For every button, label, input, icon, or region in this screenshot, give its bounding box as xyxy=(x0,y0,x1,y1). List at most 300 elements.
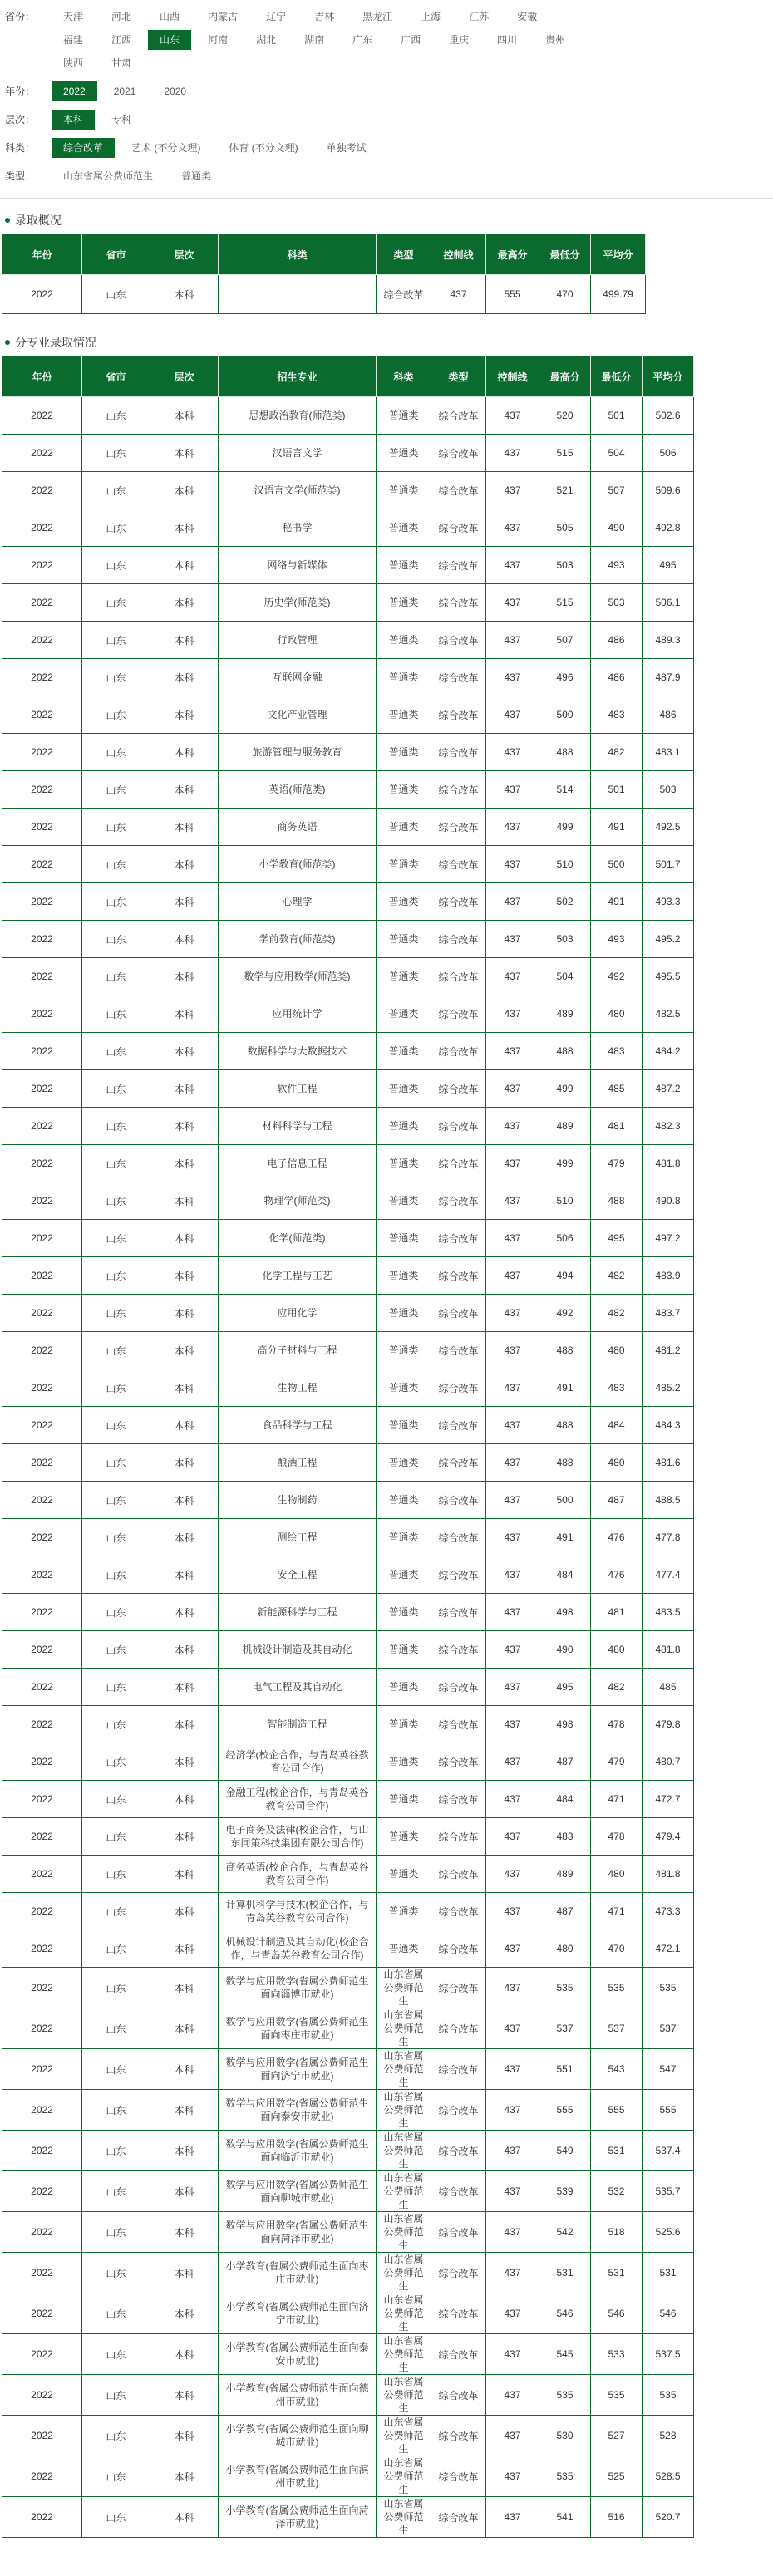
province-option[interactable]: 湖北 xyxy=(256,34,277,46)
table-cell: 山东 xyxy=(82,1033,150,1070)
table-cell: 2022 xyxy=(2,1295,82,1332)
table-cell: 山东 xyxy=(82,883,150,921)
table-cell: 本科 xyxy=(150,1669,219,1706)
table-row xyxy=(2,1444,694,1482)
table-cell: 437 xyxy=(486,1818,539,1856)
table-cell: 综合改革 xyxy=(431,2293,486,2334)
table-cell: 本科 xyxy=(150,995,219,1033)
table-cell: 本科 xyxy=(150,1407,219,1444)
table-cell: 483.9 xyxy=(643,1257,694,1295)
table-cell: 546 xyxy=(539,2293,591,2334)
table-cell: 2022 xyxy=(2,1893,82,1930)
table-cell: 山东 xyxy=(82,1295,150,1332)
table-cell: 2022 xyxy=(2,1968,82,2008)
level-option[interactable]: 专科 xyxy=(111,114,132,125)
majors-column-header: 科类 xyxy=(377,356,431,397)
table-cell: 综合改革 xyxy=(431,1220,486,1257)
summary-column-header: 层次 xyxy=(150,234,219,275)
table-cell: 485.2 xyxy=(643,1369,694,1407)
majors-column-header: 年份 xyxy=(2,356,82,397)
table-cell: 山东省属公费师范生 xyxy=(377,2171,431,2212)
table-cell: 山东 xyxy=(82,1444,150,1482)
table-cell: 综合改革 xyxy=(377,275,431,314)
table-cell: 493.3 xyxy=(643,883,694,921)
province-option[interactable]: 吉林 xyxy=(314,11,335,22)
table-cell: 普通类 xyxy=(377,995,431,1033)
table-cell: 516 xyxy=(591,2497,643,2538)
province-option[interactable]: 山西 xyxy=(160,11,180,22)
major-name-cell: 高分子材料与工程 xyxy=(219,1332,377,1369)
table-cell: 506 xyxy=(539,1220,591,1257)
table-cell: 本科 xyxy=(150,1257,219,1295)
table-cell: 山东 xyxy=(82,1182,150,1220)
summary-column-header: 平均分 xyxy=(591,234,646,275)
table-cell: 507 xyxy=(591,472,643,509)
table-row xyxy=(2,1407,694,1444)
table-cell: 2022 xyxy=(2,2497,82,2538)
table-row xyxy=(2,1818,694,1856)
table-cell: 综合改革 xyxy=(431,2375,486,2416)
table-cell: 502.6 xyxy=(643,397,694,435)
table-cell: 500 xyxy=(539,696,591,734)
table-row xyxy=(2,1108,694,1145)
table-cell: 486 xyxy=(591,622,643,659)
level-filter-row xyxy=(3,110,770,133)
majors-section-title xyxy=(0,329,773,356)
table-cell: 山东 xyxy=(82,2131,150,2171)
table-row xyxy=(2,1743,694,1781)
table-cell: 山东 xyxy=(82,1369,150,1407)
table-cell: 综合改革 xyxy=(431,1669,486,1706)
major-name-cell: 数学与应用数学(省属公费师范生面向临沂市就业) xyxy=(219,2131,377,2171)
table-row xyxy=(2,2375,694,2416)
table-cell: 山东 xyxy=(82,2049,150,2090)
table-cell: 437 xyxy=(486,2375,539,2416)
table-cell: 山东 xyxy=(82,659,150,696)
table-cell: 综合改革 xyxy=(431,1332,486,1369)
table-row xyxy=(2,1145,694,1182)
table-cell: 本科 xyxy=(150,2171,219,2212)
major-name-cell: 小学教育(省属公费师范生面向济宁市就业) xyxy=(219,2293,377,2334)
major-name-cell: 数学与应用数学(省属公费师范生面向济宁市就业) xyxy=(219,2049,377,2090)
table-cell: 2022 xyxy=(2,1856,82,1893)
table-cell: 488 xyxy=(539,1407,591,1444)
table-cell: 437 xyxy=(486,1893,539,1930)
table-cell: 535 xyxy=(539,2375,591,2416)
table-cell: 综合改革 xyxy=(431,1257,486,1295)
table-cell: 505 xyxy=(539,509,591,547)
table-cell: 2022 xyxy=(2,1482,82,1519)
table-cell: 483.5 xyxy=(643,1594,694,1631)
table-cell: 山东省属公费师范生 xyxy=(377,2253,431,2293)
major-name-cell: 电子信息工程 xyxy=(219,1145,377,1182)
bullet-dot-icon xyxy=(5,340,10,345)
subject-option[interactable]: 单独考试 xyxy=(326,142,367,154)
table-cell: 2022 xyxy=(2,275,82,314)
major-name-cell: 小学教育(省属公费师范生面向滨州市就业) xyxy=(219,2456,377,2497)
table-cell xyxy=(219,275,377,314)
table-cell: 本科 xyxy=(150,1968,219,2008)
summary-column-header: 类型 xyxy=(377,234,431,275)
table-cell: 527 xyxy=(591,2416,643,2456)
table-row xyxy=(2,584,694,622)
table-cell: 本科 xyxy=(150,1332,219,1369)
table-cell: 综合改革 xyxy=(431,1519,486,1556)
table-row xyxy=(2,1070,694,1108)
table-cell: 497.2 xyxy=(643,1220,694,1257)
table-cell: 普通类 xyxy=(377,584,431,622)
table-cell: 本科 xyxy=(150,883,219,921)
table-cell: 437 xyxy=(486,659,539,696)
table-row xyxy=(2,1669,694,1706)
table-cell: 山东 xyxy=(82,622,150,659)
year-option[interactable]: 2020 xyxy=(164,86,187,97)
province-option[interactable]: 内蒙古 xyxy=(208,11,239,22)
table-cell: 本科 xyxy=(150,275,219,314)
table-cell: 481.8 xyxy=(643,1856,694,1893)
table-cell: 535 xyxy=(591,2375,643,2416)
major-name-cell: 历史学(师范类) xyxy=(219,584,377,622)
table-cell: 山东省属公费师范生 xyxy=(377,2131,431,2171)
table-cell: 普通类 xyxy=(377,1556,431,1594)
table-cell: 普通类 xyxy=(377,547,431,584)
table-cell: 501 xyxy=(591,771,643,809)
table-cell: 普通类 xyxy=(377,1818,431,1856)
province-option[interactable]: 河北 xyxy=(111,11,132,22)
table-cell: 539 xyxy=(539,2171,591,2212)
table-cell: 普通类 xyxy=(377,696,431,734)
table-cell: 537 xyxy=(591,2008,643,2049)
table-cell: 490 xyxy=(591,509,643,547)
table-cell: 437 xyxy=(486,771,539,809)
majors-column-header: 控制线 xyxy=(486,356,539,397)
table-cell: 山东 xyxy=(82,1818,150,1856)
table-cell: 山东 xyxy=(82,2334,150,2375)
subject-option[interactable]: 艺术 (不分文理) xyxy=(131,142,201,154)
year-filter-label: 年份： xyxy=(5,86,36,97)
table-cell: 本科 xyxy=(150,1145,219,1182)
province-option[interactable]: 重庆 xyxy=(449,34,470,46)
province-option[interactable]: 黑龙江 xyxy=(362,11,393,22)
major-name-cell: 数学与应用数学(师范类) xyxy=(219,958,377,995)
table-cell: 综合改革 xyxy=(431,846,486,883)
table-cell: 437 xyxy=(486,2049,539,2090)
table-cell: 495 xyxy=(539,1669,591,1706)
table-cell: 488 xyxy=(539,1332,591,1369)
type-option[interactable]: 普通类 xyxy=(181,170,212,182)
year-options xyxy=(52,81,583,105)
table-cell: 山东省属公费师范生 xyxy=(377,2293,431,2334)
table-cell: 本科 xyxy=(150,2090,219,2131)
province-option[interactable]: 河南 xyxy=(208,34,229,46)
table-cell: 综合改革 xyxy=(431,2049,486,2090)
major-name-cell: 测绘工程 xyxy=(219,1519,377,1556)
table-cell: 531 xyxy=(539,2253,591,2293)
subject-option[interactable]: 体育 (不分文理) xyxy=(229,142,298,154)
subject-option[interactable]: 综合改革 xyxy=(52,138,115,158)
table-cell: 492.8 xyxy=(643,509,694,547)
major-name-cell: 小学教育(省属公费师范生面向菏泽市就业) xyxy=(219,2497,377,2538)
table-cell: 489 xyxy=(539,995,591,1033)
province-option[interactable]: 广东 xyxy=(352,34,373,46)
table-cell: 普通类 xyxy=(377,1482,431,1519)
bullet-dot-icon xyxy=(5,218,10,223)
table-cell: 2022 xyxy=(2,435,82,472)
table-cell: 486 xyxy=(643,696,694,734)
major-name-cell: 行政管理 xyxy=(219,622,377,659)
table-cell: 本科 xyxy=(150,1369,219,1407)
table-cell: 2022 xyxy=(2,584,82,622)
level-option[interactable]: 本科 xyxy=(52,110,95,130)
province-option[interactable]: 上海 xyxy=(421,11,441,22)
province-option[interactable]: 四川 xyxy=(497,34,518,46)
table-row xyxy=(2,734,694,771)
summary-title-text: 录取概况 xyxy=(15,214,62,227)
table-cell: 537 xyxy=(643,2008,694,2049)
table-cell: 489 xyxy=(539,1856,591,1893)
province-option[interactable]: 天津 xyxy=(63,11,84,22)
table-cell: 综合改革 xyxy=(431,2253,486,2293)
table-cell: 山东 xyxy=(82,1482,150,1519)
table-cell: 山东 xyxy=(82,397,150,435)
table-row xyxy=(2,2334,694,2375)
table-cell: 437 xyxy=(486,547,539,584)
table-row xyxy=(2,1482,694,1519)
table-cell: 普通类 xyxy=(377,771,431,809)
table-cell: 山东 xyxy=(82,846,150,883)
table-row xyxy=(2,846,694,883)
major-name-cell: 英语(师范类) xyxy=(219,771,377,809)
table-cell: 山东 xyxy=(82,2497,150,2538)
table-row xyxy=(2,472,694,509)
table-cell: 437 xyxy=(486,2416,539,2456)
table-cell: 437 xyxy=(486,622,539,659)
table-cell: 本科 xyxy=(150,1519,219,1556)
table-cell: 495.5 xyxy=(643,958,694,995)
table-cell: 山东省属公费师范生 xyxy=(377,2497,431,2538)
table-cell: 普通类 xyxy=(377,1108,431,1145)
table-row xyxy=(2,2497,694,2538)
province-option[interactable]: 辽宁 xyxy=(266,11,287,22)
table-cell: 555 xyxy=(486,275,539,314)
major-name-cell: 应用化学 xyxy=(219,1295,377,1332)
table-cell: 477.4 xyxy=(643,1556,694,1594)
table-cell: 551 xyxy=(539,2049,591,2090)
table-cell: 495 xyxy=(643,547,694,584)
table-cell: 437 xyxy=(486,2253,539,2293)
table-cell: 山东省属公费师范生 xyxy=(377,2049,431,2090)
table-row xyxy=(2,2293,694,2334)
type-options xyxy=(52,166,583,189)
table-cell: 综合改革 xyxy=(431,809,486,846)
table-cell: 综合改革 xyxy=(431,1594,486,1631)
majors-header-row xyxy=(2,356,694,397)
province-option[interactable]: 福建 xyxy=(63,34,84,46)
table-row xyxy=(2,435,694,472)
table-cell: 492 xyxy=(539,1295,591,1332)
table-cell: 本科 xyxy=(150,2334,219,2375)
table-cell: 437 xyxy=(486,1482,539,1519)
table-cell: 普通类 xyxy=(377,1220,431,1257)
province-option[interactable]: 贵州 xyxy=(545,34,566,46)
table-cell: 2022 xyxy=(2,1182,82,1220)
table-cell: 本科 xyxy=(150,1182,219,1220)
table-cell: 484 xyxy=(591,1407,643,1444)
province-option[interactable]: 广西 xyxy=(401,34,421,46)
table-cell: 普通类 xyxy=(377,1519,431,1556)
major-name-cell: 小学教育(省属公费师范生面向聊城市就业) xyxy=(219,2416,377,2456)
table-cell: 山东 xyxy=(82,734,150,771)
subject-options xyxy=(52,138,583,161)
province-option[interactable]: 江西 xyxy=(111,34,132,46)
table-cell: 437 xyxy=(486,883,539,921)
summary-column-header: 科类 xyxy=(219,234,377,275)
province-option[interactable]: 山东 xyxy=(148,30,191,50)
province-option[interactable]: 湖南 xyxy=(304,34,325,46)
table-cell: 488 xyxy=(539,734,591,771)
table-row xyxy=(2,921,694,958)
table-cell: 481 xyxy=(591,1108,643,1145)
table-cell: 综合改革 xyxy=(431,1556,486,1594)
type-option[interactable]: 山东省属公费师范生 xyxy=(63,170,154,182)
table-cell: 山东 xyxy=(82,1145,150,1182)
year-option[interactable]: 2021 xyxy=(113,86,136,97)
table-row xyxy=(2,2049,694,2090)
table-cell: 472.1 xyxy=(643,1930,694,1968)
table-cell: 2022 xyxy=(2,509,82,547)
table-cell: 本科 xyxy=(150,696,219,734)
table-cell: 山东 xyxy=(82,1556,150,1594)
table-row xyxy=(2,547,694,584)
table-row xyxy=(2,1594,694,1631)
table-cell: 综合改革 xyxy=(431,1108,486,1145)
table-cell: 509.6 xyxy=(643,472,694,509)
table-cell: 483 xyxy=(539,1818,591,1856)
table-cell: 437 xyxy=(486,1556,539,1594)
table-cell: 本科 xyxy=(150,2253,219,2293)
table-cell: 本科 xyxy=(150,734,219,771)
year-filter-row xyxy=(3,81,770,105)
table-cell: 本科 xyxy=(150,2212,219,2253)
table-cell: 437 xyxy=(486,696,539,734)
table-row xyxy=(2,1519,694,1556)
table-row xyxy=(2,1182,694,1220)
year-option[interactable]: 2022 xyxy=(52,81,97,101)
major-name-cell: 旅游管理与服务教育 xyxy=(219,734,377,771)
major-name-cell: 商务英语(校企合作，与青岛英谷教育公司合作) xyxy=(219,1856,377,1893)
table-cell: 437 xyxy=(486,1369,539,1407)
major-name-cell: 化学工程与工艺 xyxy=(219,1257,377,1295)
table-cell: 综合改革 xyxy=(431,1369,486,1407)
table-cell: 482.3 xyxy=(643,1108,694,1145)
table-cell: 2022 xyxy=(2,1930,82,1968)
table-cell: 普通类 xyxy=(377,1444,431,1482)
table-cell: 479.8 xyxy=(643,1706,694,1743)
province-option[interactable]: 江苏 xyxy=(469,11,490,22)
table-cell: 本科 xyxy=(150,2131,219,2171)
table-cell: 521 xyxy=(539,472,591,509)
table-cell: 487 xyxy=(539,1893,591,1930)
table-cell: 本科 xyxy=(150,1930,219,1968)
table-row xyxy=(2,1968,694,2008)
table-cell: 综合改革 xyxy=(431,2416,486,2456)
table-cell: 综合改革 xyxy=(431,659,486,696)
table-cell: 本科 xyxy=(150,622,219,659)
table-row xyxy=(2,1631,694,1669)
table-cell: 504 xyxy=(591,435,643,472)
table-row xyxy=(2,1033,694,1070)
table-cell: 综合改革 xyxy=(431,2334,486,2375)
table-cell: 综合改革 xyxy=(431,2131,486,2171)
table-cell: 山东 xyxy=(82,1669,150,1706)
table-row xyxy=(2,1856,694,1893)
province-option[interactable]: 安徽 xyxy=(517,11,538,22)
table-cell: 483 xyxy=(591,1033,643,1070)
table-cell: 437 xyxy=(486,2090,539,2131)
table-row xyxy=(2,622,694,659)
province-option[interactable]: 陕西 xyxy=(63,57,84,69)
table-cell: 510 xyxy=(539,846,591,883)
major-name-cell: 商务英语 xyxy=(219,809,377,846)
table-cell: 535 xyxy=(643,1968,694,2008)
table-cell: 486 xyxy=(591,659,643,696)
table-cell: 499.79 xyxy=(591,275,646,314)
table-cell: 437 xyxy=(486,958,539,995)
table-cell: 2022 xyxy=(2,1519,82,1556)
table-cell: 492 xyxy=(591,958,643,995)
table-cell: 普通类 xyxy=(377,1669,431,1706)
table-cell: 437 xyxy=(486,1033,539,1070)
majors-title-text: 分专业录取情况 xyxy=(15,336,96,349)
table-row xyxy=(2,397,694,435)
table-cell: 489.3 xyxy=(643,622,694,659)
table-cell: 本科 xyxy=(150,2008,219,2049)
table-cell: 综合改革 xyxy=(431,1070,486,1108)
table-cell: 山东 xyxy=(82,584,150,622)
table-cell: 487 xyxy=(591,1482,643,1519)
table-cell: 491 xyxy=(591,883,643,921)
table-cell: 437 xyxy=(486,1108,539,1145)
table-cell: 2022 xyxy=(2,1669,82,1706)
province-option[interactable]: 甘肃 xyxy=(111,57,132,69)
major-name-cell: 网络与新媒体 xyxy=(219,547,377,584)
table-cell: 546 xyxy=(591,2293,643,2334)
table-cell: 普通类 xyxy=(377,883,431,921)
table-cell: 502 xyxy=(539,883,591,921)
table-cell: 480 xyxy=(591,995,643,1033)
table-cell: 本科 xyxy=(150,659,219,696)
table-cell: 2022 xyxy=(2,2008,82,2049)
table-cell: 503 xyxy=(643,771,694,809)
table-cell: 本科 xyxy=(150,1594,219,1631)
table-cell: 473.3 xyxy=(643,1893,694,1930)
table-cell: 532 xyxy=(591,2171,643,2212)
table-cell: 综合改革 xyxy=(431,1295,486,1332)
table-cell: 499 xyxy=(539,1070,591,1108)
table-cell: 本科 xyxy=(150,2416,219,2456)
type-filter-label: 类型： xyxy=(5,170,36,182)
table-row xyxy=(2,1556,694,1594)
table-cell: 437 xyxy=(486,1519,539,1556)
filter-panel xyxy=(0,0,773,189)
major-name-cell: 互联网金融 xyxy=(219,659,377,696)
table-cell: 2022 xyxy=(2,1706,82,1743)
table-cell: 494 xyxy=(539,1257,591,1295)
table-cell: 本科 xyxy=(150,809,219,846)
table-cell: 2022 xyxy=(2,2416,82,2456)
table-cell: 500 xyxy=(539,1482,591,1519)
table-cell: 2022 xyxy=(2,659,82,696)
